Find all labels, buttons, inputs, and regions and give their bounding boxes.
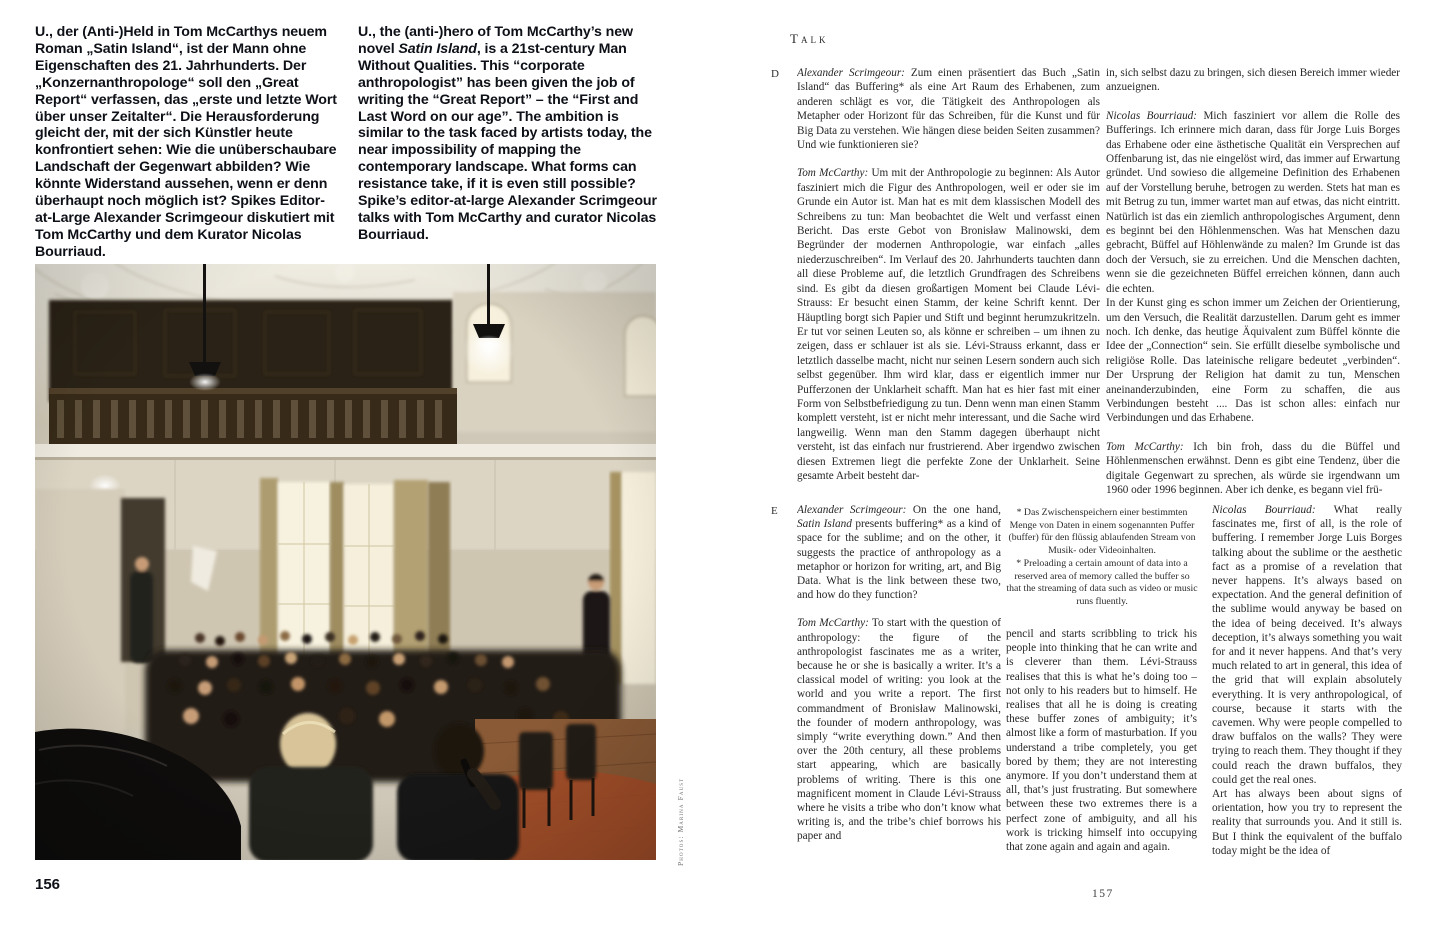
paragraph-text: Ich bin froh, dass du die Büffel und Höhlenmenschen erwähnst. Denn es gibt eine Tendenz, über die digitale Gegenwart zu sprechen, als würde sie irgendwann um 1960 oder 1996 beginnen. Aber ich denke, es begann viel frü- <box>1106 440 1400 496</box>
speaker-name: Tom McCarthy: <box>797 617 869 630</box>
intro-german <box>35 24 337 261</box>
page-number-left: 156 <box>35 876 61 893</box>
paragraph-text: What really fascinates me, first of all, is the role of buffering. I remember Jorge Luis Borges talking about the sublime or the aesthetic fact as a promise of a revelation that never happens. It’s always based on expectation. And the general definition of the sublime would anyway be based on the idea of being deceived. It’s always deception, it’s always something you wait for and it never happens. And that’s very much related to art in general, this idea of the grid that will explain absolutely everything. It is very anthropological, of course, because it starts with the cavemen. Why were people compelled to draw buffalos on the walls? They were trying to reach them. They thought if they could reach the drawn buffalos, they could get the real ones. <box>1212 504 1402 786</box>
intro-english-seg2: , is a 21st-century Man Without Qualities. This “corporate anthropologist” has been given the job of writing the “Great Report” – the “First and Last Word on our age”. The ambition is similar to the task faced by artists today, the near impossibility of mapping the contemporary landscape. What forms can resistance take, if it is even still possible? Spike’s editor-at-large Alexander Scrimgeour talks with Tom McCarthy and curator Nicolas Bourriaud. <box>358 40 657 243</box>
paragraph-text: In der Kunst ging es schon immer um Zeichen der Orientierung, um den Versuch, die Realität darzustellen. Darum geht es immer noch. Ich denke, das heutige Äquivalent zum Büffel könnte die Idee der „Connection“ sein. Sie erfüllt dieselbe symbolische und religiöse Rolle. Das lateinische religare bedeutet „verbinden“. Der Ursprung der Religion hat damit zu tun, Menschen aneinanderzubinden, eine Form zu schaffen, die aus Verbindungen besteht .... Das ist schon alles: einfach nur Verbindungen und das Erhabene. <box>1106 297 1400 425</box>
talk-event-photo <box>35 264 656 860</box>
paragraph <box>797 616 1001 843</box>
german-column-marker: D <box>771 68 779 80</box>
footnote-english: * Preloading a certain amount of data into a reserved area of memory called the buffer so that the streaming of data such as video or music runs fluently. <box>1006 557 1198 607</box>
german-column-2 <box>1106 66 1400 499</box>
paragraph-text: Art has always been about signs of orientation, how you try to represent the reality that surrounds you. And it still is. But I think the equivalent of the buffalo today might be the idea of <box>1212 788 1402 857</box>
paragraph <box>797 166 1100 483</box>
english-column-marker: E <box>771 505 778 517</box>
paragraph <box>1106 296 1400 426</box>
english-column-b <box>1006 627 1197 877</box>
book-title: Satin Island <box>797 518 852 531</box>
photo-credit: Photos: Marina Faust <box>676 777 685 866</box>
intro-english <box>358 24 658 244</box>
paragraph <box>1006 627 1197 854</box>
intro-english-seg1: U., the (anti-)hero of Tom McCarthy’s new novel <box>358 24 633 57</box>
speaker-name: Alexander Scrimgeour: <box>797 67 905 79</box>
paragraph <box>1106 66 1400 95</box>
paragraph <box>797 503 1001 602</box>
footnote-german: * Das Zwischenspeichern einer bestimmten Menge von Daten in einem sogenannten Puffer (buffer) für den flüssig ablaufenden Stream von Musik- oder Videoinhalten. <box>1008 507 1196 557</box>
paragraph-text: Zum einen präsentiert das Buch „Satin Island“ das Buffering* als eine Art Raum des Erhabenen, zum anderen schlägt es vor, die Tätigkeit des Anthropologen als Metapher oder Horizont für das Schreiben, für die Kunst und für Big Data zu verstehen. Wie hängen diese beiden Seiten zusammen? Und wie funktionieren sie? <box>797 67 1100 152</box>
paragraph <box>1106 440 1400 498</box>
paragraph-text: Um mit der Anthropologie zu beginnen: Als Autor fasziniert mich die Figur des Anthropologen, weil er oder sie im Grunde ein Autor ist. Man hat es mit dem klassischen Modell des Schreibens zu tun: Man beobachtet die Welt und verfasst einen Bericht. Das erste Gebot von Bronisław Malinowski, dem Begründer der modernen Anthropologie, war einfach „alles niederzuschreiben“. Im Verlauf des 20. Jahrhunderts tauchten dann all diese Probleme auf, die letztlich Grundfragen des Schreibens sind. Es gibt da diesen großartigen Moment bei Claude Lévi-Strauss: Er besucht einen Stamm, der keine Schrift kennt. Der Häuptling borgt sich Papier und Stift und beginnt herumzukritzeln. Er tut vor seinen Leuten so, als könne er schreiben – um ihnen zu zeigen, dass er schlauer ist als sie. Lévi-Strauss erkannt, dass er letztlich dasselbe macht, nicht nur seinen Lesern sondern auch sich selbst gegenüber. Ihm wird klar, dass er eigentlich immer nur Pufferzonen der Unklarheit schafft. Man hat es hier fast mit einer Form von Selbstbefriedigung zu tun. Denn wenn man einen Stamm komplett versteht, ist er nicht mehr interessant, und die Sache wird langweilig. Wenn man den Stamm dagegen überhaupt nicht versteht, ist das einfach nur frustrierend. Aber irgendwo zwischen diesen Extremen liegt die perfekte Zone der Unklarheit. Seine gesamte Arbeit besteht dar- <box>797 167 1100 482</box>
speaker-name: Nicolas Bourriaud: <box>1106 109 1197 122</box>
paragraph <box>797 66 1100 152</box>
paragraph-text: Mich fasziniert vor allem die Rolle des Bufferings. Ich erinnere mich daran, dass für Jorge Luis Borges das Erhabene oder eine ästhetische Qualität ein Versprechen auf Offenbarung ist, das nie eingelöst wird, das immer auf Erwartung gründet. Und sowieso die allgemeine Definition des Erhabenen auf der Vorstellung beruhe, betrogen zu werden. Stets hat man es mit Betrug zu tun, immer wartet man auf etwas, das nicht eintritt. Natürlich ist das ein ziemlich anthropologisches Argument, denn es beginnt bei den Höhlenmenschen. Was hat Menschen dazu gebracht, Büffel auf Höhlenwände zu malen? Im Grunde ist das doch der Versuch, sie zu erreichen. Und die Menschen dachten, wenn sie die gezeichneten Büffel erreichen können, dann auch die echten. <box>1106 109 1400 295</box>
talk-photo-illustration <box>35 264 656 860</box>
speaker-name: Tom McCarthy: <box>1106 440 1184 453</box>
paragraph-text: presents buffering* as a kind of space for the sublime; and on the other, it suggests the practice of anthropology as a metaphor or horizon for writing, art, and Big Data. What is the link between these two, and how do they function? <box>797 518 1001 602</box>
intro-english-book-title: Satin Island <box>398 40 477 57</box>
english-column-c <box>1212 503 1402 875</box>
speaker-name: Nicolas Bourriaud: <box>1212 504 1316 516</box>
paragraph <box>1106 109 1400 296</box>
english-column-a <box>797 503 1001 875</box>
intro-german-text: U., der (Anti-)Held in Tom McCarthys neuem Roman „Satin Island“, ist der Mann ohne Eigenschaften des 21. Jahrhunderts. Der „Konzernanthropologe“ soll den „Great Report“ verfassen, das „erste und letzte Wort über unser Zeitalter“. Die Herausforderung gleicht der, mit der sich Künstler heute konfrontiert sehen: Wie die unüberschaubare Landschaft der Gegenwart abbilden? Wie könnte Widerstand aussehen, wenn er denn überhaupt noch möglich ist? Spikes Editor-at-Large Alexander Scrimgeour diskutiert mit Tom McCarthy und dem Kurator Nicolas Bourriaud. <box>35 24 337 260</box>
paragraph <box>1212 787 1402 858</box>
buffering-footnote <box>1006 507 1198 609</box>
section-header: Talk <box>790 31 829 46</box>
page-number-right: 157 <box>1092 888 1114 900</box>
paragraph-text: pencil and starts scribbling to trick his people into thinking that he can write and is cleverer than them. Lévi-Strauss realises that this is what he’s doing too – not only to his readers but to himself. He realises that all he is doing is creating these buffer zones of ambiguity; it’s almost like a form of masturbation. If you understand a tribe completely, you get bored by them; they are not interesting anymore. If you don’t understand them at all, that’s just frustrating. But somewhere between these two extremes there is a perfect zone of ambiguity, and all his work is tricking himself into occupying that zone again and again and again. <box>1006 628 1197 854</box>
paragraph-text: To start with the question of anthropology: the figure of the anthropologist fascinates me as a writer, because he or she is basically a writer. It’s a classical model of writing: you look at the world and you write a report. The first commandment of Bronisław Malinowski, the founder of modern anthropology, was simply “write everything down.” And then over the 20th century, all these problems start appearing, which are basically problems of writing. There is this one magnificent moment in Claude Lévi-Strauss where he visits a tribe who don’t know what writing is, and the tribe’s chief borrows his paper and <box>797 617 1001 843</box>
paragraph <box>1212 503 1402 787</box>
speaker-name: Tom McCarthy: <box>797 167 869 180</box>
paragraph-text: in, sich selbst dazu zu bringen, sich diesen Bereich immer wieder anzueignen. <box>1106 67 1400 94</box>
german-column-1 <box>797 66 1100 499</box>
speaker-name: Alexander Scrimgeour: <box>797 504 907 516</box>
paragraph-text: On the one hand, <box>906 504 1001 516</box>
